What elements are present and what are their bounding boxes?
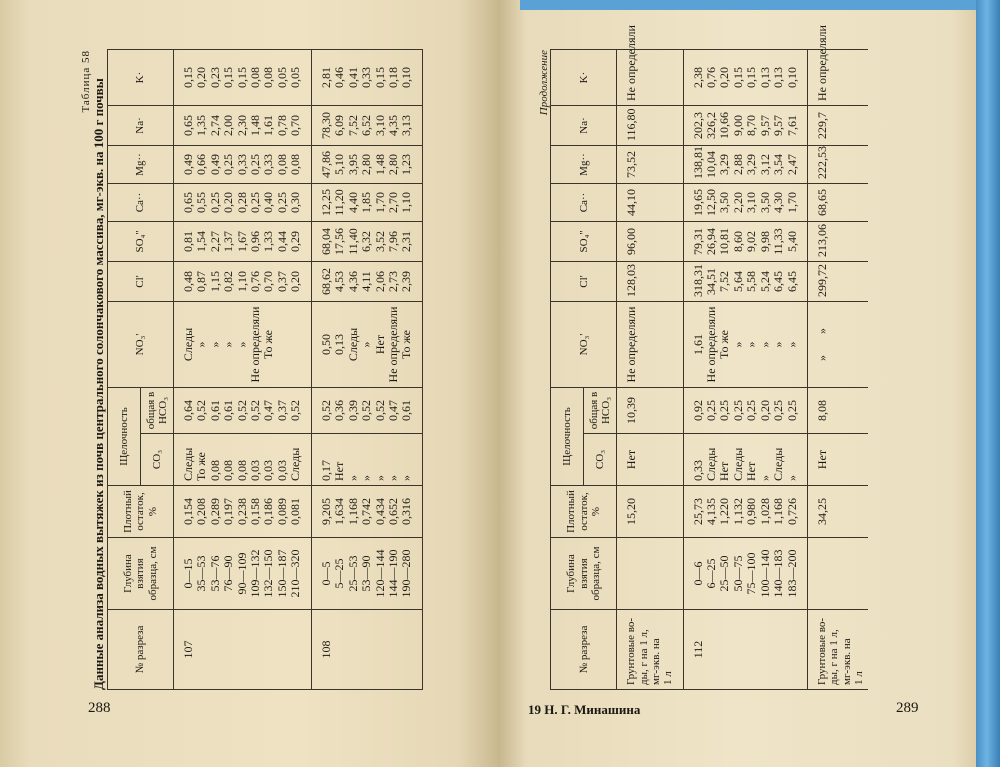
cell-residue: 0,154 0,208 0,289 0,197 0,238 0,158 0,186 0,089 0,081 [173, 486, 311, 538]
cell-na: 0,65 1,35 2,74 2,00 2,30 1,48 1,61 0,78 0,70 [173, 106, 311, 146]
table-row [617, 50, 683, 690]
header-cl: Cl' [551, 262, 617, 302]
header-section: № разреза [551, 610, 617, 690]
cell-depth: 0—5 5—25 25—53 53—90 120—144 144—190 190—280 [311, 538, 422, 610]
cell-cl: 128,03 [617, 262, 683, 302]
cell-ca: 68,65 [808, 184, 869, 222]
cell-depth [808, 538, 869, 610]
cell-no3: » » [808, 302, 869, 388]
cell-mg: 47,86 5,10 3,95 2,80 1,48 2,80 1,23 [311, 146, 422, 184]
header-section: № разреза [107, 610, 173, 690]
cell-na: 78,30 6,09 7,52 6,52 3,10 4,35 3,13 [311, 106, 422, 146]
header-no3: NO₃' [551, 302, 617, 388]
cell-no3: Не определяли [617, 302, 683, 388]
cell-cl: 0,48 0,87 1,15 0,82 1,10 0,76 0,70 0,37 0,20 [173, 262, 311, 302]
cell-ca: 12,25 11,20 4,40 1,85 1,70 2,70 1,10 [311, 184, 422, 222]
table-row [808, 50, 869, 690]
table-row [311, 50, 422, 690]
cell-hco3: 0,64 0,52 0,61 0,61 0,52 0,52 0,47 0,37 0,52 [173, 388, 311, 434]
cell-co3: Нет [808, 434, 869, 486]
cell-hco3: 10,39 [617, 388, 683, 434]
header-residue: Плотный остаток, % [107, 486, 173, 538]
header-co3: CO₃ [140, 434, 173, 486]
header-mg: Mg·· [551, 146, 617, 184]
cell-na: 116,80 [617, 106, 683, 146]
header-depth: Глубина взятия образца, см [551, 538, 617, 610]
cell-depth: 0—6 6—25 25—50 50—75 75—100 100—140 140—183 183—200 [683, 538, 808, 610]
header-depth: Глубина взятия образца, см [107, 538, 173, 610]
cell-ca: 19,65 12,50 3,50 2,20 3,10 3,50 4,30 1,70 [683, 184, 808, 222]
header-na: Na· [551, 106, 617, 146]
table-row [173, 50, 311, 690]
cell-k: Не определяли [617, 50, 683, 106]
cell-section: Грунтовые во- ды, г на 1 л, мг-экв. на 1 л [617, 610, 683, 690]
cell-hco3: 8,08 [808, 388, 869, 434]
cell-so4: 68,04 17,56 11,40 6,32 3,52 7,96 2,31 [311, 222, 422, 262]
cell-mg: 73,52 [617, 146, 683, 184]
cell-co3: Следы То же 0,08 0,08 0,08 0,03 0,03 0,03 Следы [173, 434, 311, 486]
cell-no3: 0,50 0,13 Следы » Нет Не определяли То же [311, 302, 422, 388]
cell-residue: 25,73 4,135 1,220 1,132 0,980 1,028 1,168 0,726 [683, 486, 808, 538]
cell-no3: Следы » » » » Не определяли То же [173, 302, 311, 388]
header-residue: Плотный остаток, % [551, 486, 617, 538]
cell-co3: Нет [617, 434, 683, 486]
cell-k: 0,15 0,20 0,23 0,15 0,15 0,08 0,08 0,05 0,05 [173, 50, 311, 106]
cell-cl: 299,72 [808, 262, 869, 302]
cell-section: Грунтовые во- ды, г на 1 л, мг-экв. на 1 л [808, 610, 869, 690]
header-na: Na· [107, 106, 173, 146]
cell-na: 202,3 326,2 10,66 9,00 8,70 9,57 9,57 7,61 [683, 106, 808, 146]
left-page-number: 288 [88, 700, 111, 716]
header-alkalinity: Щелочность [107, 388, 140, 486]
cell-mg: 222,53 [808, 146, 869, 184]
cell-section: 107 [173, 610, 311, 690]
cell-no3: 1,61 Не определяли То же » » » » » [683, 302, 808, 388]
book-cover-edge-top [520, 0, 1000, 10]
table-row [683, 50, 808, 690]
header-co3: CO₃ [584, 434, 617, 486]
header-so4: SO₄'' [551, 222, 617, 262]
header-ca: Ca·· [551, 184, 617, 222]
cell-hco3: 0,92 0,25 0,25 0,25 0,25 0,20 0,25 0,25 [683, 388, 808, 434]
analysis-table-right [550, 25, 868, 690]
cell-mg: 138,81 10,04 3,29 2,88 3,29 3,12 3,54 2,47 [683, 146, 808, 184]
right-rotated-table [538, 25, 865, 690]
cell-ca: 44,10 [617, 184, 683, 222]
header-hco3: общая в HCO₃ [584, 388, 617, 434]
cell-ca: 0,65 0,55 0,25 0,20 0,28 0,25 0,40 0,25 0,30 [173, 184, 311, 222]
header-ca: Ca·· [107, 184, 173, 222]
cell-hco3: 0,52 0,36 0,39 0,52 0,52 0,47 0,61 [311, 388, 422, 434]
cell-residue: 34,25 [808, 486, 869, 538]
book-cover-edge [976, 0, 1000, 767]
header-so4: SO₄'' [107, 222, 173, 262]
analysis-table-left [107, 49, 423, 690]
signature-line: 19 Н. Г. Минашина [528, 702, 641, 717]
header-no3: NO₃' [107, 302, 173, 388]
cell-co3: 0,33 Следы Нет Следы Нет » Следы » [683, 434, 808, 486]
cell-co3: 0,17 Нет » » » » » [311, 434, 422, 486]
cell-k: Не определяли [808, 50, 869, 106]
cell-k: 2,38 0,76 0,20 0,15 0,15 0,13 0,13 0,10 [683, 50, 808, 106]
cell-cl: 68,62 4,53 4,36 4,11 2,06 2,73 2,39 [311, 262, 422, 302]
cell-section: 108 [311, 610, 422, 690]
header-k: K· [551, 50, 617, 106]
header-cl: Cl' [107, 262, 173, 302]
cell-so4: 0,81 1,54 2,27 1,37 1,67 0,96 1,33 0,44 0,29 [173, 222, 311, 262]
cell-mg: 0,49 0,66 0,49 0,25 0,33 0,25 0,33 0,08 0,08 [173, 146, 311, 184]
cell-section: 112 [683, 610, 808, 690]
cell-so4: 96,00 [617, 222, 683, 262]
cell-so4: 79,31 26,94 10,81 8,60 9,02 9,98 11,33 5,40 [683, 222, 808, 262]
table-number: Таблица 58 [80, 50, 92, 113]
table-caption: Данные анализа водных вытяжек из почв центрального солончакового массива, мг-экв. на 100 г почвы [91, 78, 107, 690]
cell-na: 229,7 [808, 106, 869, 146]
cell-so4: 213,06 [808, 222, 869, 262]
cell-depth: 0—15 35—53 53—76 76—90 90—109 109—132 132—150 150—187 210—320 [173, 538, 311, 610]
right-page-number: 289 [896, 700, 919, 716]
cell-residue: 15,20 [617, 486, 683, 538]
continuation-label: Продолжение [538, 50, 550, 116]
header-mg: Mg·· [107, 146, 173, 184]
cell-residue: 9,205 1,634 1,168 0,742 0,434 0,652 0,316 [311, 486, 422, 538]
header-hco3: общая в HCO₃ [140, 388, 173, 434]
cell-k: 2,81 0,46 0,41 0,33 0,15 0,18 0,10 [311, 50, 422, 106]
cell-depth [617, 538, 683, 610]
left-rotated-table [80, 50, 510, 690]
header-k: K· [107, 50, 173, 106]
header-alkalinity: Щелочность [551, 388, 584, 486]
cell-cl: 318,31 34,51 7,52 5,64 5,58 5,24 6,45 6,45 [683, 262, 808, 302]
